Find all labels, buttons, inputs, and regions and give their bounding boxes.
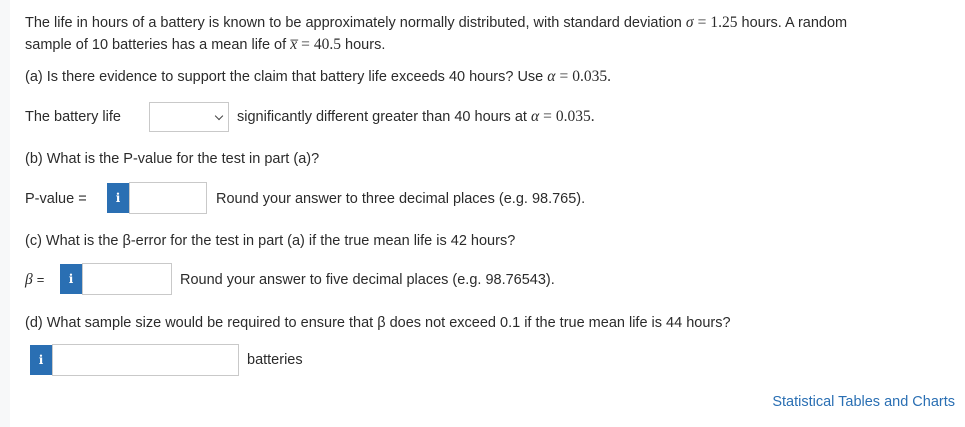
problem-statement-line-2 — [25, 35, 385, 55]
alpha-value: 0.035. — [555, 108, 595, 125]
equals-sign: = — [559, 68, 569, 85]
sigma-value: 1.25 — [710, 14, 738, 31]
problem-text: The life in hours of a battery is known to be approximately normally distributed, with standard deviation — [25, 15, 682, 31]
beta-error-hint: Round your answer to five decimal places (e.g. 98.76543). — [180, 272, 555, 288]
p-value-hint: Round your answer to three decimal places (e.g. 98.765). — [216, 191, 586, 207]
beta-label — [25, 270, 44, 290]
statistical-tables-link[interactable]: Statistical Tables and Charts — [772, 394, 955, 410]
part-a-question-text: (a) Is there evidence to support the claim that battery life exceeds 40 hours? Use — [25, 69, 544, 85]
alpha-symbol: α — [547, 68, 556, 85]
info-icon[interactable]: i — [107, 183, 129, 213]
sample-size-input[interactable] — [52, 344, 239, 376]
equals-sign: = — [697, 14, 707, 31]
info-icon[interactable]: i — [60, 264, 82, 294]
problem-text: hours. — [345, 37, 386, 53]
part-a-answer-trail — [237, 107, 595, 127]
equals-sign: = — [36, 272, 45, 287]
part-b-question: (b) What is the P-value for the test in part (a)? — [25, 151, 320, 167]
part-d-question: (d) What sample size would be required to ensure that β does not exceed 0.1 if the true mean life is 44 hours? — [25, 315, 731, 331]
alpha-value: 0.035. — [572, 68, 611, 85]
equals-sign: = — [301, 36, 310, 53]
problem-text: sample of 10 batteries has a mean life of — [25, 37, 287, 53]
sample-size-unit: batteries — [247, 352, 303, 368]
part-a-answer-lead: The battery life — [25, 109, 121, 125]
xbar-value: 40.5 — [313, 36, 342, 53]
part-c-question: (c) What is the β-error for the test in part (a) if the true mean life is 42 hours? — [25, 233, 516, 249]
xbar-symbol: x̅ — [290, 36, 298, 53]
p-value-label: P-value = — [25, 191, 87, 207]
part-a-question — [25, 67, 611, 87]
battery-life-select[interactable] — [149, 102, 229, 132]
question-card — [10, 0, 965, 427]
problem-statement-line-1 — [25, 13, 847, 33]
info-icon[interactable]: i — [30, 345, 52, 375]
equals-sign: = — [543, 108, 552, 125]
part-a-trail-text: significantly different greater than 40 hours at — [237, 109, 527, 125]
beta-error-input[interactable] — [82, 263, 172, 295]
alpha-symbol: α — [530, 108, 540, 125]
chevron-down-icon — [215, 112, 223, 120]
sigma-symbol: σ — [685, 14, 694, 31]
problem-text: hours. A random — [741, 15, 848, 31]
p-value-input[interactable] — [129, 182, 207, 214]
beta-symbol: β — [25, 271, 33, 288]
